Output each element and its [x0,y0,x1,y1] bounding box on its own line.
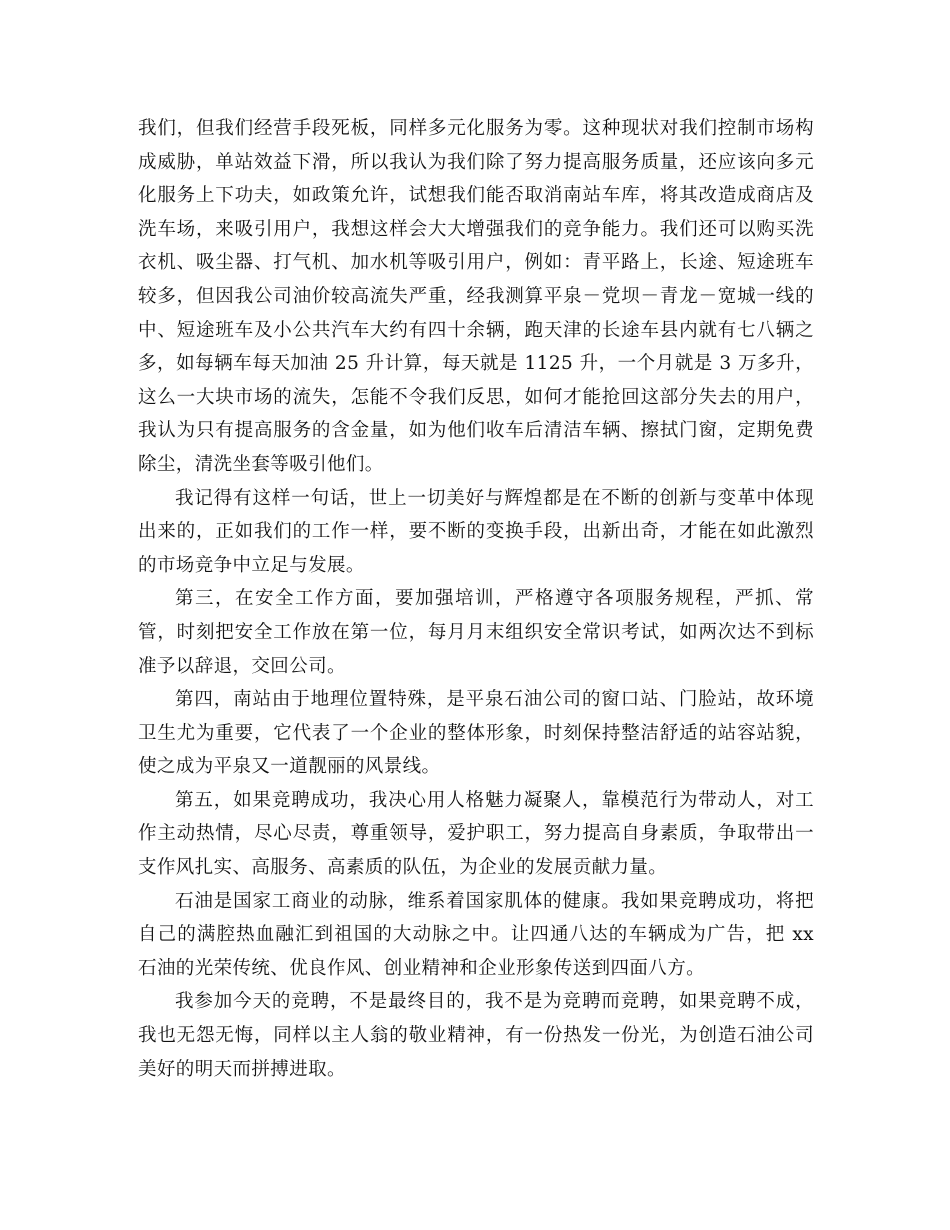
paragraph-7: 我参加今天的竞聘，不是最终目的，我不是为竞聘而竞聘，如果竞聘不成，我也无怨无悔，同样以主人翁的敬业精神，有一份热发一份光，为创造石油公司美好的明天而拼搏进取。 [138,991,814,1080]
document-body [138,112,814,1086]
paragraph-4: 第四，南站由于地理位置特殊，是平泉石油公司的窗口站、门脸站，故环境卫生尤为重要，它代表了一个企业的整体形象，时刻保持整洁舒适的站容站貌，使之成为平泉又一道靓丽的风景线。 [138,689,814,778]
paragraph-3: 第三，在安全工作方面，要加强培训，严格遵守各项服务规程，严抓、常管，时刻把安全工作放在第一位，每月月末组织安全常识考试，如两次达不到标准予以辞退，交回公司。 [138,588,814,677]
paragraph-5: 第五，如果竞聘成功，我决心用人格魅力凝聚人，靠模范行为带动人，对工作主动热情，尽心尽责，尊重领导，爱护职工，努力提高自身素质，争取带出一支作风扎实、高服务、高素质的队伍，为企业的发展贡献力量。 [138,789,814,879]
paragraph-6: 石油是国家工商业的动脉，维系着国家肌体的健康。我如果竞聘成功，将把自己的满腔热血融汇到祖国的大动脉之中。让四通八达的车辆成为广告，把 xx 石油的光荣传统、优良作风、创业精神和企业形象传送到四面八方。 [138,890,814,979]
paragraph-2: 我记得有这样一句话，世上一切美好与辉煌都是在不断的创新与变革中体现出来的，正如我们的工作一样，要不断的变换手段，出新出奇，才能在如此激烈的市场竞争中立足与发展。 [138,487,814,576]
paragraph-1: 我们，但我们经营手段死板，同样多元化服务为零。这种现状对我们控制市场构成威胁，单站效益下滑，所以我认为我们除了努力提高服务质量，还应该向多元化服务上下功夫，如政策允许，试想我们能否取消南站车库，将其改造成商店及洗车场，来吸引用户，我想这样会大大增强我们的竞争能力。我们还可以购买洗衣机、吸尘器、打气机、加水机等吸引用户，例如：青平路上，长途、短途班车较多，但因我公司油价较高流失严重，经我测算平泉－党坝－青龙－宽城一线的中、短途班车及小公共汽车大约有四十余辆，跑天津的长途车县内就有七八辆之多，如每辆车每天加油 25 升计算，每天就是 1125 升，一个月就是 3 万多升，这么一大块市场的流失，怎能不令我们反思，如何才能抢回这部分失去的用户，我认为只有提高服务的含金量，如为他们收车后清洁车辆、擦拭门窗，定期免费除尘，清洗坐套等吸引他们。 [138,118,814,475]
